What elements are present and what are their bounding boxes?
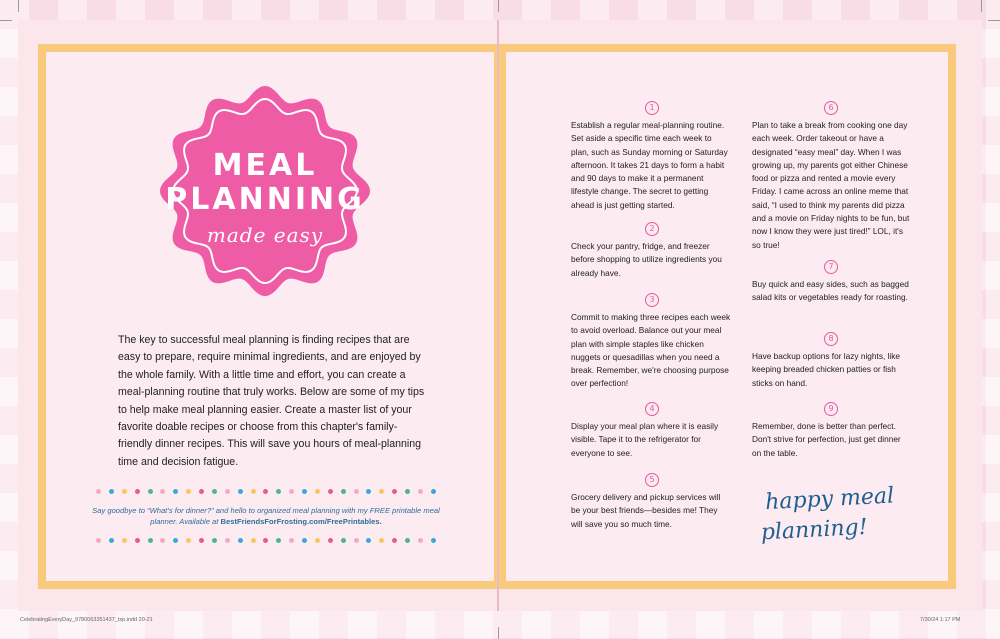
confetti-dot <box>366 489 371 494</box>
confetti-dot <box>392 489 397 494</box>
confetti-dot <box>276 538 281 543</box>
confetti-dot <box>160 538 165 543</box>
tip-number-5: 5 <box>645 473 659 487</box>
signoff-script <box>759 480 932 549</box>
promo-link[interactable]: BestFriendsForFrosting.com/FreePrintables. <box>220 517 382 526</box>
tip-4 <box>571 402 731 460</box>
confetti-dot <box>212 489 217 494</box>
confetti-dot <box>341 489 346 494</box>
confetti-dot <box>302 489 307 494</box>
footer-slug-left: CelebratingEveryDay_9780063351437_txp.indd 20-21 <box>20 617 153 623</box>
confetti-dot <box>431 489 436 494</box>
dot-row-top <box>96 489 436 494</box>
confetti-dot <box>405 489 410 494</box>
dot-row-bottom <box>96 538 436 543</box>
confetti-dot <box>135 538 140 543</box>
confetti-dot <box>354 489 359 494</box>
tip-1 <box>571 101 731 212</box>
title-badge <box>157 83 373 299</box>
tip-text-8: Have backup options for lazy nights, like keeping breaded chicken patties or fish sticks on hand. <box>752 351 901 388</box>
confetti-dot <box>392 538 397 543</box>
confetti-dot <box>341 538 346 543</box>
badge-subtitle: made easy <box>206 223 324 247</box>
page-spine <box>497 20 499 611</box>
intro-paragraph: The key to successful meal planning is finding recipes that are easy to prepare, require minimal ingredients, and are enjoyed by the whole family. With a little time and effort, you can create a meal-planning routine that truly works. Below are some of my tips to help make meal planning easier. Create a master list of your favorite doable recipes or choose from this chapter's family-friendly dinner recipes. This will save you hours of meal-planning time and decision fatigue. <box>118 334 425 468</box>
promo-note <box>88 505 444 527</box>
confetti-dot <box>366 538 371 543</box>
confetti-dot <box>238 489 243 494</box>
confetti-dot <box>251 489 256 494</box>
confetti-dot <box>315 538 320 543</box>
tip-number-4: 4 <box>645 402 659 416</box>
confetti-dot <box>225 489 230 494</box>
confetti-dot <box>431 538 436 543</box>
confetti-dot <box>379 489 384 494</box>
tip-number-1: 1 <box>645 101 659 115</box>
confetti-dot <box>225 538 230 543</box>
confetti-dot <box>96 538 101 543</box>
crop-mark <box>0 20 12 21</box>
tip-text-2: Check your pantry, fridge, and freezer before shopping to utilize ingredients you already have. <box>571 241 722 278</box>
confetti-dot <box>186 489 191 494</box>
crop-mark <box>498 627 499 639</box>
promo-text: Say goodbye to “What’s for dinner?” and hello to organized meal planning with my FREE printable meal planner. Available at <box>92 506 440 526</box>
crop-mark <box>498 0 499 12</box>
tip-number-6: 6 <box>824 101 838 115</box>
confetti-dot <box>148 489 153 494</box>
confetti-dot <box>328 489 333 494</box>
badge-title <box>157 149 373 247</box>
confetti-dot <box>354 538 359 543</box>
tip-9 <box>752 402 912 460</box>
tip-text-5: Grocery delivery and pickup services will be your best friends—besides me! They will save you so much time. <box>571 492 721 529</box>
confetti-dot <box>276 489 281 494</box>
confetti-dot <box>418 538 423 543</box>
tip-number-9: 9 <box>824 402 838 416</box>
confetti-dot <box>173 538 178 543</box>
confetti-dot <box>289 538 294 543</box>
confetti-dot <box>315 489 320 494</box>
crop-mark <box>18 0 19 12</box>
confetti-dot <box>135 489 140 494</box>
tip-number-7: 7 <box>824 260 838 274</box>
tip-2 <box>571 222 731 280</box>
confetti-dot <box>212 538 217 543</box>
confetti-dot <box>122 489 127 494</box>
crop-mark <box>988 20 1000 21</box>
confetti-dot <box>289 489 294 494</box>
confetti-dot <box>199 489 204 494</box>
confetti-dot <box>263 489 268 494</box>
confetti-dot <box>379 538 384 543</box>
confetti-dot <box>148 538 153 543</box>
confetti-dot <box>251 538 256 543</box>
tip-text-3: Commit to making three recipes each week to avoid overload. Balance out your meal plan with simple staples like chicken nuggets or quesadillas when you need a break. Remember, we're choosing purpose over perfection! <box>571 312 731 389</box>
tip-text-7: Buy quick and easy sides, such as bagged salad kits or vegetables ready for roasting. <box>752 279 909 303</box>
tip-text-6: Plan to take a break from cooking one day each week. Order takeout or have a designated “easy meal” day. When I was growing up, my parents got either Chinese food or pizza and rented a movie every Friday. I came across an online meme that said, “I used to think my parents did pizza and a movie on Friday nights to be fun, but now I know they were just tired!” LOL, it's so true! <box>752 120 910 250</box>
confetti-dot <box>122 538 127 543</box>
confetti-dot <box>263 538 268 543</box>
badge-title-line-1: MEAL <box>212 148 318 183</box>
tip-3 <box>571 293 731 391</box>
signoff-line-1: happy meal <box>764 483 895 516</box>
tip-8 <box>752 332 912 390</box>
footer-slug-right: 7/30/24 1:17 PM <box>920 617 961 623</box>
confetti-dot <box>109 489 114 494</box>
tip-number-3: 3 <box>645 293 659 307</box>
confetti-dot <box>173 489 178 494</box>
confetti-dot <box>96 489 101 494</box>
confetti-dot <box>418 489 423 494</box>
tip-text-9: Remember, done is better than perfect. Don't strive for perfection, just get dinner on the table. <box>752 421 901 458</box>
confetti-dot <box>405 538 410 543</box>
tip-5 <box>571 473 731 531</box>
tip-number-2: 2 <box>645 222 659 236</box>
confetti-dot <box>302 538 307 543</box>
tip-number-8: 8 <box>824 332 838 346</box>
crop-mark <box>981 0 982 12</box>
tip-6 <box>752 101 912 252</box>
confetti-dot <box>238 538 243 543</box>
tip-7 <box>752 260 912 305</box>
tip-text-4: Display your meal plan where it is easily visible. Tape it to the refrigerator for everyone to see. <box>571 421 719 458</box>
confetti-dot <box>109 538 114 543</box>
confetti-dot <box>186 538 191 543</box>
signoff-line-2: planning! <box>760 514 869 546</box>
badge-title-line-2: PLANNING <box>165 182 365 217</box>
tip-text-1: Establish a regular meal-planning routine. Set aside a specific time each week to plan, such as Sunday morning or Saturday afternoon. It takes 21 days to form a habit and 90 days to make it a permanent lifestyle change. The secret to getting ahead is just getting started. <box>571 120 728 210</box>
confetti-dot <box>199 538 204 543</box>
confetti-dot <box>160 489 165 494</box>
confetti-dot <box>328 538 333 543</box>
